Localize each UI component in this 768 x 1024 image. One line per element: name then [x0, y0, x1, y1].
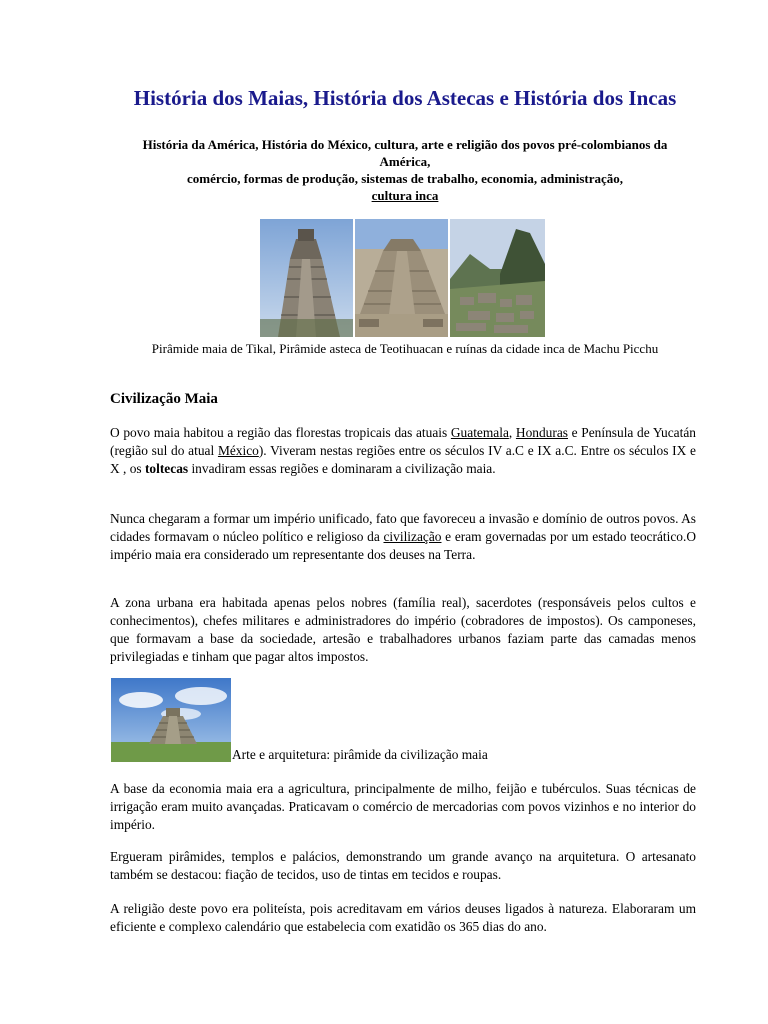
p1-text-d: ). Viveram nestas regiões entre os séculos IV a.C e IX a.C. Entre os séculos IX e X , os	[110, 443, 696, 476]
section-heading: Civilização Maia	[110, 391, 218, 407]
p1-text-e: invadiram essas regiões e dominaram a civilização maia.	[188, 461, 496, 476]
paragraph-1	[110, 424, 696, 478]
page-subtitle	[130, 136, 680, 204]
tikal-pyramid-photo	[260, 219, 353, 337]
p2-text: Nunca chegaram a formar um império unificado, fato que favoreceu a invasão e domínio de outros povos. As cidades formavam o núcleo político e religioso da	[110, 511, 696, 544]
photo-strip	[260, 219, 545, 337]
p1-text-a: O povo maia habitou a região das florestas tropicais das atuais	[110, 425, 451, 440]
civilizacao-link[interactable]: civilização	[383, 529, 442, 544]
paragraph-2	[110, 510, 696, 564]
cultura-inca-link[interactable]: cultura inca	[371, 188, 439, 203]
paragraph-4: A base da economia maia era a agricultura, principalmente de milho, feijão e tubérculos. Suas técnicas de irrigação eram muito avançadas. Praticavam o comércio de mercadorias com povos vizinhos e no interior do império.	[110, 781, 696, 832]
inline-photo-caption: Arte e arquitetura: pirâmide da civilização maia	[232, 747, 488, 762]
paragraph-5: Ergueram pirâmides, templos e palácios, demonstrando um grande avanço na arquitetura. O artesanato também se destacou: fiação de tecidos, uso de tintas em tecidos e roupas.	[110, 849, 696, 882]
photos-caption: Pirâmide maia de Tikal, Pirâmide asteca de Teotihuacan e ruínas da cidade inca de Machu Picchu	[151, 341, 659, 356]
machu-picchu-photo	[450, 219, 545, 337]
subtitle-line-2: comércio, formas de produção, sistemas de trabalho, economia, administração,	[186, 171, 624, 186]
maya-pyramid-photo	[111, 678, 231, 762]
p2-text-2: e eram governadas por um estado teocrático.O império maia era considerado um representante dos deuses na Terra.	[110, 529, 697, 562]
p1-text-b: ,	[508, 425, 516, 440]
mexico-link[interactable]: México	[217, 443, 259, 458]
guatemala-link[interactable]: Guatemala	[450, 425, 509, 440]
page-title: História dos Maias, História dos Astecas e História dos Incas	[133, 86, 677, 110]
subtitle-line-1: História da América, História do México, cultura, arte e religião dos povos pré-colombianos da América,	[142, 137, 668, 169]
honduras-link[interactable]: Honduras	[515, 425, 568, 440]
paragraph-6: A religião deste povo era politeísta, pois acreditavam em vários deuses ligados à natureza. Elaboraram um eficiente e complexo calendário que estabelecia com exatidão os 365 dias do ano.	[110, 901, 696, 934]
paragraph-3: A zona urbana era habitada apenas pelos nobres (família real), sacerdotes (responsáveis pelos cultos e conhecimentos), chefes militares e administradores do império (cobradores de impostos). Os camponeses, que formavam a base da sociedade, artesão e trabalhadores urbanos faziam parte das camadas menos privilegiadas e tinham que pagar altos impostos.	[110, 595, 696, 664]
p1-bold-toltecas: toltecas	[144, 461, 189, 476]
teotihuacan-pyramid-photo	[355, 219, 448, 337]
p1-text-c: e Península de Yucatán (região sul do atual	[110, 425, 696, 458]
